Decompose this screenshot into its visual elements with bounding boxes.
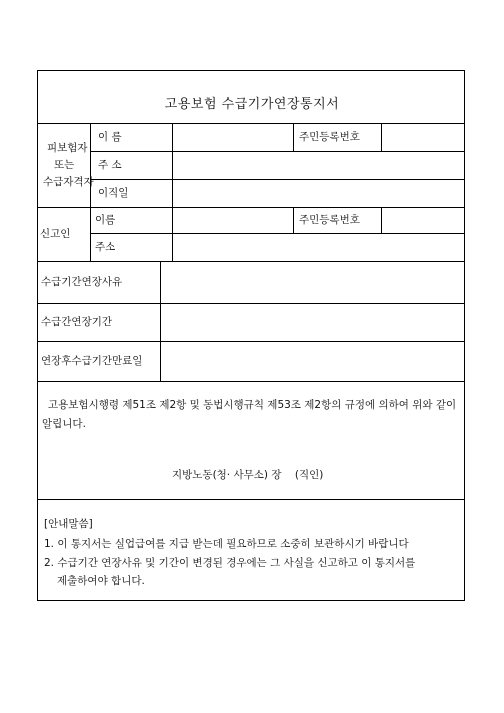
notice-body: 고용보험시행령 제51조 제2항 및 동법시행규칙 제53조 제2항의 규정에 의하여 위와 같이 알립니다. — [42, 399, 457, 430]
person-resident-no-field[interactable] — [382, 124, 464, 151]
guide-item-1: 1. 이 통지서는 실업급여를 지급 받는데 필요하므로 소중히 보관하시기 바랍니다 — [44, 538, 409, 550]
person-resident-no-label: 주민등록번호 — [299, 131, 360, 143]
person-address-field[interactable] — [173, 152, 464, 179]
divider — [90, 123, 91, 261]
person-label-line1: 피보험자 — [47, 142, 88, 154]
divider — [293, 207, 294, 233]
guide-heading: [안내말씀] — [44, 518, 93, 530]
form-title: 고용보험 수급기가연장통지서 — [164, 97, 340, 112]
person-address-label: 주 소 — [98, 159, 122, 171]
extension-reason-field[interactable] — [161, 262, 464, 303]
reporter-address-label: 주소 — [95, 241, 116, 253]
person-name-label: 이 름 — [98, 131, 122, 143]
reporter-name-field[interactable] — [173, 208, 292, 233]
reporter-address-field[interactable] — [173, 234, 464, 261]
person-name-field[interactable] — [173, 124, 292, 151]
reporter-label: 신고인 — [40, 228, 71, 240]
leave-date-field[interactable] — [173, 180, 464, 207]
extension-period-field[interactable] — [161, 304, 464, 341]
expiry-date-label: 연장후수급기간만료일 — [41, 355, 143, 367]
reporter-resident-no-field[interactable] — [382, 208, 464, 233]
extension-reason-label: 수급기간연장사유 — [41, 276, 123, 288]
reporter-name-label: 이름 — [95, 214, 116, 226]
guide-item-2-line2: 제출하여야 합니다. — [57, 575, 145, 587]
leave-date-label: 이직일 — [98, 187, 129, 199]
divider — [293, 123, 294, 151]
person-label-line2: 또는 — [54, 159, 75, 171]
expiry-date-field[interactable] — [161, 342, 464, 381]
reporter-resident-no-label: 주민등록번호 — [299, 214, 360, 226]
divider — [38, 381, 464, 382]
divider — [38, 499, 464, 500]
notice-form — [37, 70, 465, 601]
guide-item-2-line1: 2. 수급기간 연장사유 및 기간이 변경된 경우에는 그 사실을 신고하고 이 통지서를 — [44, 557, 416, 569]
notice-signature: 지방노동(청· 사무소) 장 (직인) — [172, 469, 324, 481]
person-label-line3: 수급자격자 — [43, 176, 94, 188]
extension-period-label: 수급간연장기간 — [41, 316, 113, 328]
